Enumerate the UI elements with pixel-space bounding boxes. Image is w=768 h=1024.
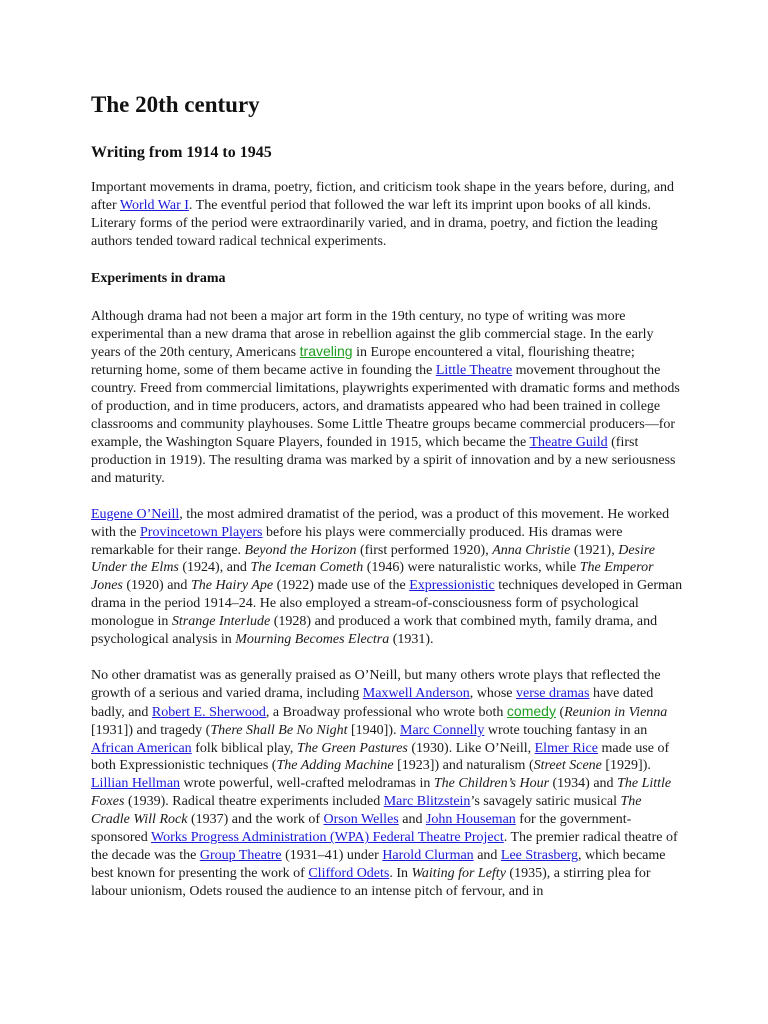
play-title: Reunion in Vienna: [564, 704, 668, 720]
link-harold-clurman[interactable]: Harold Clurman: [382, 848, 474, 863]
text-run: in Europe encountered a vital, flourishing theatre; returning home, some of them became active in founding the: [91, 345, 635, 379]
play-title: The Hairy Ape: [190, 578, 274, 594]
text-run: [1931]) and tragedy (: [91, 722, 211, 738]
link-robert-sherwood[interactable]: Robert E. Sherwood: [151, 704, 266, 720]
link-marc-connelly[interactable]: Marc Connelly: [400, 722, 485, 738]
article-body: [91, 88, 683, 919]
link-marc-blitzstein[interactable]: Marc Blitzstein: [383, 794, 471, 810]
text-run: (1921),: [570, 542, 619, 558]
text-run: (1937) and the work of: [187, 812, 324, 828]
play-title: Waiting for Lefty: [411, 865, 506, 881]
text-run: (1920) and: [122, 578, 191, 594]
text-run: movement throughout the country. Freed from commercial limitations, playwrights experimented with dramatic forms and methods of production, and in time producers, actors, and dramatists appeared who had been trained in college classrooms and community playhouses. Some Little Theatre groups became commercial producers—for example, the Washington Square Players, founded in 1915, which became the: [91, 363, 680, 450]
link-lee-strasberg[interactable]: Lee Strasberg: [500, 848, 579, 863]
text-run: (1946) were naturalistic works, while: [363, 560, 580, 576]
play-title: Anna Christie: [492, 542, 571, 558]
text-run: [1923]) and naturalism (: [393, 758, 534, 774]
text-run: . The premier radical theatre of the decade was the: [91, 830, 678, 863]
link-provincetown-players[interactable]: Provincetown Players: [140, 524, 263, 540]
play-title: The Iceman Cometh: [250, 560, 364, 576]
text-run: (1939). Radical theatre experiments included: [124, 794, 384, 810]
link-world-war-i[interactable]: World War I: [119, 197, 189, 213]
subsection-heading: Experiments in drama: [91, 270, 226, 286]
drama-paragraph: [91, 308, 683, 488]
play-title: Desire Under the Elms: [91, 542, 656, 576]
play-title: The Children’s Hour: [433, 776, 550, 792]
text-run: (first performed 1920),: [356, 542, 493, 558]
link-eugene-oneill[interactable]: Eugene O’Neill: [91, 506, 180, 522]
play-title: The Adding Machine: [276, 758, 394, 774]
text-run: and: [398, 812, 426, 828]
text-run: (1934) and: [549, 776, 618, 792]
play-title: The Green Pastures: [296, 740, 408, 756]
text-run: (1922) made use of the: [273, 578, 410, 594]
play-title: The Emperor Jones: [91, 560, 654, 594]
text-run: wrote powerful, well-crafted melodramas in: [180, 776, 434, 792]
ad-link-traveling[interactable]: traveling: [299, 343, 353, 360]
text-run: (1931).: [389, 632, 434, 648]
text-run: for the government-sponsored: [91, 812, 632, 846]
text-run: , the most admired dramatist of the period, was a product of this movement. He worked with the: [91, 506, 670, 540]
section-heading: Writing from 1914 to 1945: [91, 144, 272, 161]
text-run: and: [473, 848, 501, 863]
text-run: have dated badly, and: [91, 685, 654, 720]
text-run: No other dramatist was as generally praised as O’Neill, but many others wrote plays that reflected the growth of a serious and varied drama, including: [91, 667, 661, 701]
text-run: [1940]).: [347, 722, 400, 738]
link-little-theatre[interactable]: Little Theatre: [435, 363, 513, 379]
link-elmer-rice[interactable]: Elmer Rice: [534, 740, 598, 756]
text-run: , whose: [469, 685, 516, 701]
text-run: made use of both Expressionistic techniques (: [91, 740, 670, 774]
play-title: Beyond the Horizon: [244, 542, 357, 558]
text-run: (1928) and produced a work that combined myth, family drama, and psychological analysis in: [91, 614, 658, 648]
play-title: Street Scene: [533, 758, 602, 774]
text-run: (1924), and: [178, 560, 251, 576]
play-title: The Little Foxes: [91, 776, 672, 810]
play-title: There Shall Be No Night: [210, 722, 348, 738]
text-run: , which became best known for presenting the work of: [91, 848, 666, 881]
dramatists-paragraph: [91, 667, 683, 901]
text-run: Although drama had not been a major art form in the 19th century, no type of writing was more experimental than a new drama that arose in rebellion against the glib commercial stage. In the early years of the 20th century, Americans: [91, 308, 654, 361]
text-run: techniques developed in German drama in the period 1914–24. He also employed a stream-of-consciousness form of psychological monologue in: [91, 578, 683, 630]
link-african-american[interactable]: African American: [91, 740, 192, 756]
link-lillian-hellman[interactable]: Lillian Hellman: [91, 776, 181, 792]
link-expressionistic[interactable]: Expressionistic: [409, 578, 495, 594]
link-group-theatre[interactable]: Group Theatre: [199, 848, 282, 863]
oneill-paragraph: [91, 506, 683, 649]
link-orson-welles[interactable]: Orson Welles: [323, 812, 399, 828]
link-john-houseman[interactable]: John Houseman: [425, 812, 516, 828]
link-wpa-federal-theatre[interactable]: Works Progress Administration (WPA) Federal Theatre Project: [151, 830, 504, 846]
text-run: (: [555, 704, 565, 720]
link-theatre-guild[interactable]: Theatre Guild: [529, 434, 608, 450]
text-run: . The eventful period that followed the war left its imprint upon books of all kinds. Literary forms of the period were extraordinarily varied, and in drama, poetry, and fiction the leading authors tended toward radical technical experiments.: [91, 197, 658, 249]
text-run: before his plays were commercially produced. His dramas were remarkable for their range.: [91, 524, 623, 558]
text-run: ’s savagely satiric musical: [470, 794, 621, 810]
text-run: , a Broadway professional who wrote both: [265, 704, 507, 720]
text-run: Important movements in drama, poetry, fiction, and criticism took shape in the years before, during, and after: [91, 180, 675, 213]
text-run: . In: [389, 865, 412, 881]
text-run: (1935), a stirring plea for labour unionism, Odets roused the audience to an intense pitch of fervour, and in: [91, 865, 651, 899]
play-title: Mourning Becomes Electra: [235, 632, 390, 648]
link-maxwell-anderson[interactable]: Maxwell Anderson: [362, 685, 470, 701]
text-run: [1929]).: [601, 758, 651, 774]
text-run: wrote touching fantasy in an: [484, 722, 648, 738]
text-run: (1930). Like O’Neill,: [407, 740, 535, 756]
text-run: (first production in 1919). The resulting drama was marked by a spirit of innovation and by a new seriousness and maturity.: [91, 434, 676, 486]
text-run: folk biblical play,: [191, 740, 297, 756]
play-title: Strange Interlude: [171, 614, 271, 630]
text-run: (1931–41) under: [281, 848, 383, 863]
link-clifford-odets[interactable]: Clifford Odets: [308, 865, 390, 881]
intro-paragraph: [91, 179, 683, 251]
ad-link-comedy[interactable]: comedy: [506, 702, 556, 719]
play-title: The Cradle Will Rock: [91, 794, 642, 828]
page-title: The 20th century: [91, 92, 260, 117]
link-verse-dramas[interactable]: verse dramas: [515, 685, 590, 701]
